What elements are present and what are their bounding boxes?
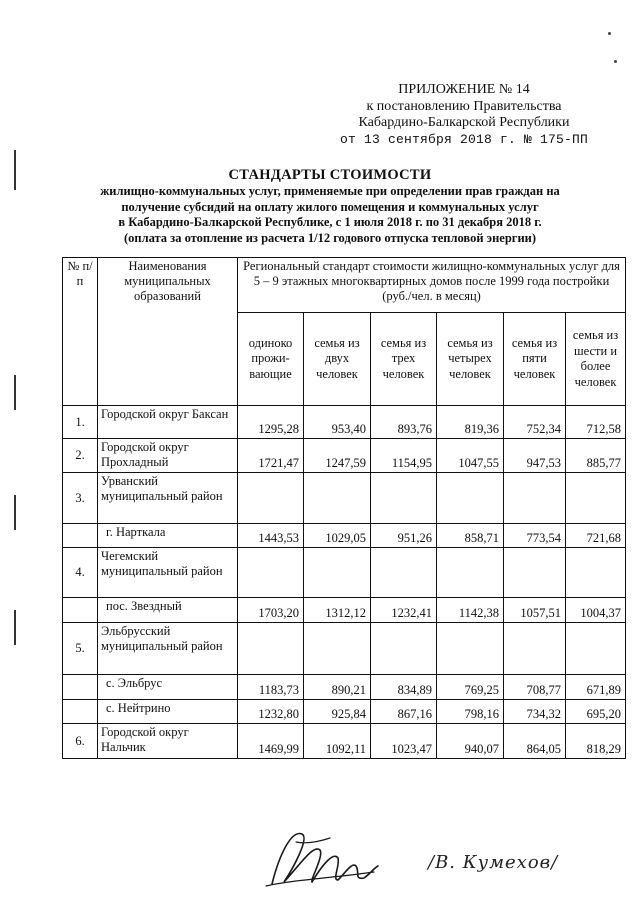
document-subtitle-line: жилищно-коммунальных услуг, применяемые при определении прав граждан на: [100, 184, 560, 198]
value-cell: 1232,41: [371, 598, 437, 623]
value-cell: 798,16: [437, 700, 504, 724]
value-cell: [371, 548, 437, 598]
value-cell: [504, 473, 566, 524]
value-cell: [504, 623, 566, 675]
value-cell: 734,32: [504, 700, 566, 724]
value-cell: 940,07: [437, 724, 504, 759]
table-row: [63, 675, 626, 700]
value-cell: [437, 548, 504, 598]
value-cell: [437, 623, 504, 675]
table-row: [63, 623, 626, 675]
header-municipality: Наименования муниципальных образований: [98, 258, 238, 406]
row-municipality: Городской округ Прохладный: [98, 439, 238, 473]
row-municipality: Урванский муниципальный район: [98, 473, 238, 524]
appendix-line: к постановлению Правительства: [366, 98, 562, 114]
table-row: [63, 524, 626, 548]
value-cell: [238, 623, 304, 675]
value-cell: [371, 623, 437, 675]
value-cell: 1247,59: [304, 439, 371, 473]
row-number: [63, 524, 98, 548]
value-cell: 1029,05: [304, 524, 371, 548]
scan-edge-mark: [14, 150, 16, 190]
header-regional-standard: Региональный стандарт стоимости жилищно-коммунальных услуг для 5 – 9 этажных многоквартирных домов после 1999 года постройки (руб./чел. в месяц): [238, 258, 626, 313]
value-cell: 1721,47: [238, 439, 304, 473]
value-cell: 1004,37: [566, 598, 626, 623]
row-municipality: с. Эльбрус: [98, 675, 238, 700]
value-cell: 953,40: [304, 406, 371, 439]
row-municipality: Чегемский муниципальный район: [98, 548, 238, 598]
row-number: 6.: [63, 724, 98, 759]
value-cell: 867,16: [371, 700, 437, 724]
value-cell: 1183,73: [238, 675, 304, 700]
header-family-3: семья из трех человек: [371, 313, 437, 406]
table-row: [63, 473, 626, 524]
value-cell: 1047,55: [437, 439, 504, 473]
scan-edge-mark: [14, 495, 16, 530]
scan-edge-mark: [14, 610, 16, 645]
value-cell: [566, 473, 626, 524]
appendix-date-number: от 13 сентября 2018 г. № 175-ПП: [339, 131, 588, 147]
value-cell: 721,68: [566, 524, 626, 548]
row-number: [63, 598, 98, 623]
value-cell: 769,25: [437, 675, 504, 700]
value-cell: [304, 548, 371, 598]
value-cell: 864,05: [504, 724, 566, 759]
appendix-block: [340, 82, 588, 148]
cost-standards-table: [62, 257, 626, 759]
value-cell: 773,54: [504, 524, 566, 548]
scan-edge-mark: [14, 375, 16, 410]
table-row: [63, 548, 626, 598]
value-cell: 1469,99: [238, 724, 304, 759]
value-cell: 1154,95: [371, 439, 437, 473]
value-cell: [371, 473, 437, 524]
header-single: одиноко прожи-вающие: [238, 313, 304, 406]
table-row: [63, 700, 626, 724]
header-family-6plus: семья из шести и более человек: [566, 313, 626, 406]
value-cell: 890,21: [304, 675, 371, 700]
header-family-4: семья из четырех человек: [437, 313, 504, 406]
row-municipality: с. Нейтрино: [98, 700, 238, 724]
document-heading: [60, 167, 600, 246]
value-cell: 951,26: [371, 524, 437, 548]
row-number: [63, 700, 98, 724]
row-number: 5.: [63, 623, 98, 675]
value-cell: 1142,38: [437, 598, 504, 623]
row-municipality: Городской округ Нальчик: [98, 724, 238, 759]
value-cell: [238, 473, 304, 524]
value-cell: 818,29: [566, 724, 626, 759]
value-cell: 1295,28: [238, 406, 304, 439]
value-cell: [504, 548, 566, 598]
appendix-line: Кабардино-Балкарской Республики: [358, 115, 570, 130]
value-cell: 1057,51: [504, 598, 566, 623]
row-number: [63, 675, 98, 700]
table-row: [63, 439, 626, 473]
document-subtitle-line: (оплата за отопление из расчета 1/12 годового отпуска тепловой энергии): [123, 230, 537, 245]
value-cell: 708,77: [504, 675, 566, 700]
value-cell: [304, 473, 371, 524]
value-cell: 712,58: [566, 406, 626, 439]
header-family-2: семья из двух человек: [304, 313, 371, 406]
table-row: [63, 598, 626, 623]
value-cell: 1443,53: [238, 524, 304, 548]
value-cell: 858,71: [437, 524, 504, 548]
value-cell: 925,84: [304, 700, 371, 724]
table-row: [63, 724, 626, 759]
value-cell: [566, 548, 626, 598]
signatory-name: /В. Кумехов/: [428, 852, 559, 873]
scan-dot: [608, 32, 611, 35]
row-municipality: г. Нарткала: [98, 524, 238, 548]
row-number: 3.: [63, 473, 98, 524]
handwritten-signature: [262, 822, 382, 897]
value-cell: 695,20: [566, 700, 626, 724]
document-subtitle-line: в Кабардино-Балкарской Республике, с 1 июля 2018 г. по 31 декабря 2018 г.: [118, 215, 542, 229]
value-cell: 819,36: [437, 406, 504, 439]
header-family-5: семья из пяти человек: [504, 313, 566, 406]
appendix-title: ПРИЛОЖЕНИЕ № 14: [398, 82, 530, 97]
value-cell: 834,89: [371, 675, 437, 700]
value-cell: 947,53: [504, 439, 566, 473]
value-cell: 885,77: [566, 439, 626, 473]
row-number: 1.: [63, 406, 98, 439]
value-cell: [437, 473, 504, 524]
row-number: 2.: [63, 439, 98, 473]
row-municipality: пос. Звездный: [98, 598, 238, 623]
value-cell: [304, 623, 371, 675]
scan-dot: [614, 60, 617, 63]
table-row: [63, 406, 626, 439]
value-cell: 893,76: [371, 406, 437, 439]
value-cell: 671,89: [566, 675, 626, 700]
header-number: № п/п: [63, 258, 98, 406]
value-cell: 752,34: [504, 406, 566, 439]
value-cell: [566, 623, 626, 675]
document-title: СТАНДАРТЫ СТОИМОСТИ: [228, 167, 432, 183]
value-cell: [238, 548, 304, 598]
value-cell: 1703,20: [238, 598, 304, 623]
value-cell: 1232,80: [238, 700, 304, 724]
document-subtitle-line: получение субсидий на оплату жилого помещения и коммунальных услуг: [121, 199, 539, 214]
row-number: 4.: [63, 548, 98, 598]
value-cell: 1312,12: [304, 598, 371, 623]
value-cell: 1023,47: [371, 724, 437, 759]
row-municipality: Эльбрусский муниципальный район: [98, 623, 238, 675]
row-municipality: Городской округ Баксан: [98, 406, 238, 439]
value-cell: 1092,11: [304, 724, 371, 759]
